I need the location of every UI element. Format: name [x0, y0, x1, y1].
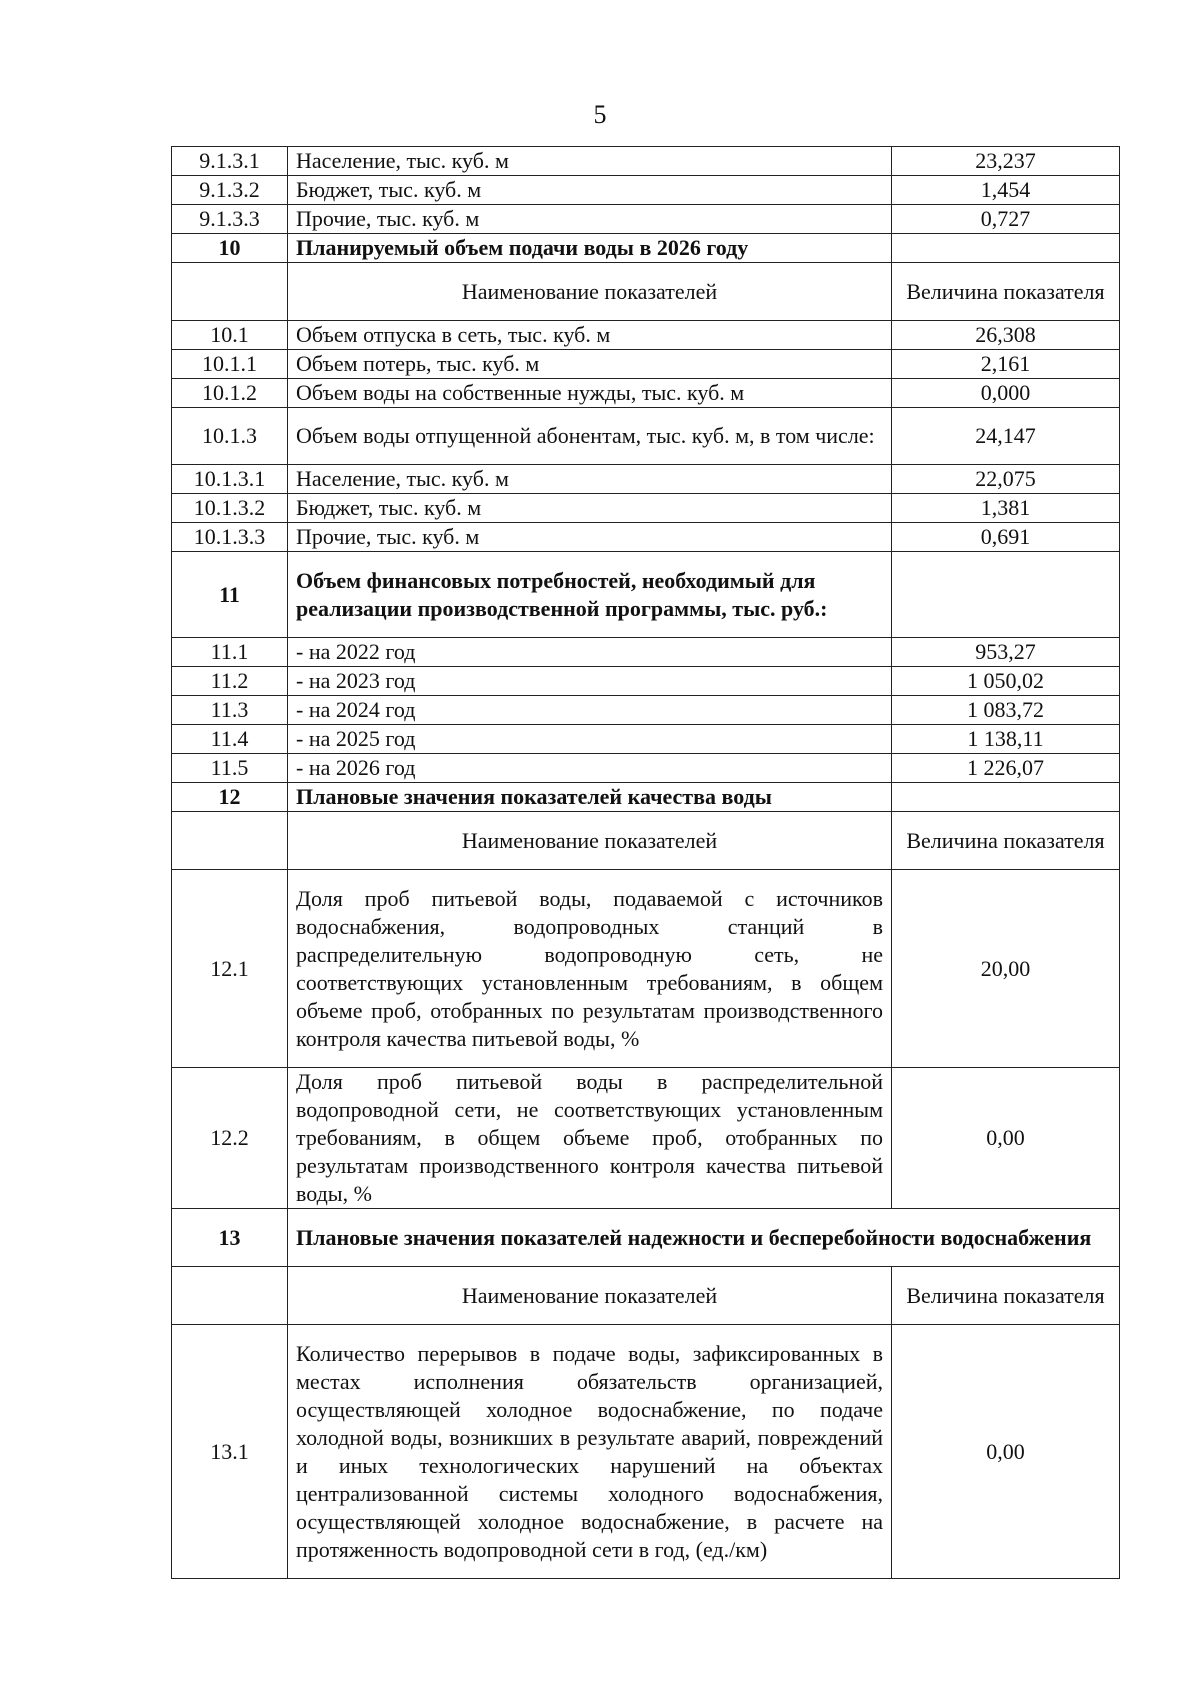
table-row — [172, 754, 1120, 783]
section-number: 13 — [172, 1209, 288, 1267]
section-title: Планируемый объем подачи воды в 2026 году — [288, 234, 892, 263]
row-value: 2,161 — [892, 350, 1120, 379]
row-number: 10.1.3.2 — [172, 494, 288, 523]
row-number: 10.1.3 — [172, 408, 288, 465]
empty-cell — [892, 234, 1120, 263]
section-number: 10 — [172, 234, 288, 263]
table-row — [172, 1068, 1120, 1209]
table-row — [172, 379, 1120, 408]
section-heading-row — [172, 552, 1120, 638]
row-text: - на 2025 год — [288, 725, 892, 754]
table-row — [172, 321, 1120, 350]
column-header-name: Наименование показателей — [288, 812, 892, 870]
row-value: 1,454 — [892, 176, 1120, 205]
row-number: 10.1.3.1 — [172, 465, 288, 494]
row-number: 12.2 — [172, 1068, 288, 1209]
section-heading-row — [172, 234, 1120, 263]
table-row — [172, 205, 1120, 234]
section-title: Объем финансовых потребностей, необходимый для реализации производственной программы, тыс. руб.: — [288, 552, 892, 638]
row-value: 26,308 — [892, 321, 1120, 350]
row-value: 1,381 — [892, 494, 1120, 523]
page-number: 5 — [593, 100, 607, 129]
row-text: Население, тыс. куб. м — [288, 465, 892, 494]
table-row — [172, 1325, 1120, 1579]
row-text: Объем воды отпущенной абонентам, тыс. куб. м, в том числе: — [288, 408, 892, 465]
section-title: Плановые значения показателей надежности и бесперебойности водоснабжения — [288, 1209, 1120, 1267]
row-text: - на 2023 год — [288, 667, 892, 696]
row-text: Бюджет, тыс. куб. м — [288, 494, 892, 523]
row-text: Прочие, тыс. куб. м — [288, 205, 892, 234]
indicators-table — [171, 146, 1120, 1579]
row-number: 12.1 — [172, 870, 288, 1068]
table-row — [172, 408, 1120, 465]
row-number: 10.1.3.3 — [172, 523, 288, 552]
row-value: 23,237 — [892, 147, 1120, 176]
row-text: - на 2026 год — [288, 754, 892, 783]
row-number: 10.1.2 — [172, 379, 288, 408]
section-title: Плановые значения показателей качества воды — [288, 783, 892, 812]
row-number: 11.1 — [172, 638, 288, 667]
row-text: Население, тыс. куб. м — [288, 147, 892, 176]
row-number: 9.1.3.1 — [172, 147, 288, 176]
column-header-row — [172, 812, 1120, 870]
row-value: 0,00 — [892, 1068, 1120, 1209]
column-header-value: Величина показателя — [892, 812, 1120, 870]
table-row — [172, 725, 1120, 754]
row-number: 9.1.3.3 — [172, 205, 288, 234]
table-row — [172, 523, 1120, 552]
row-text: Объем отпуска в сеть, тыс. куб. м — [288, 321, 892, 350]
empty-cell — [172, 263, 288, 321]
table-row — [172, 667, 1120, 696]
row-number: 13.1 — [172, 1325, 288, 1579]
row-value: 953,27 — [892, 638, 1120, 667]
empty-cell — [172, 1267, 288, 1325]
row-text: Объем воды на собственные нужды, тыс. куб. м — [288, 379, 892, 408]
table-row — [172, 465, 1120, 494]
row-number: 11.3 — [172, 696, 288, 725]
column-header-name: Наименование показателей — [288, 263, 892, 321]
row-text: Количество перерывов в подаче воды, зафиксированных в местах исполнения обязательств организацией, осуществляющей холодное водоснабжение, по подаче холодной воды, возникших в результате аварий, повреждений и иных технологических нарушений на объектах централизованной системы холодного водоснабжения, осуществляющей холодное водоснабжение, в расчете на протяженность водопроводной сети в год, (ед./км) — [288, 1325, 892, 1579]
row-number: 11.2 — [172, 667, 288, 696]
table-row — [172, 494, 1120, 523]
row-value: 22,075 — [892, 465, 1120, 494]
section-number: 12 — [172, 783, 288, 812]
row-value: 0,727 — [892, 205, 1120, 234]
row-text: Доля проб питьевой воды, подаваемой с источников водоснабжения, водопроводных станций в распределительную водопроводную сеть, не соответствующих установленным требованиям, в общем объеме проб, отобранных по результатам производственного контроля качества питьевой воды, % — [288, 870, 892, 1068]
row-text: Доля проб питьевой воды в распределительной водопроводной сети, не соответствующих установленным требованиям, в общем объеме проб, отобранных по результатам производственного контроля качества питьевой воды, % — [288, 1068, 892, 1209]
empty-cell — [892, 552, 1120, 638]
row-value: 0,00 — [892, 1325, 1120, 1579]
empty-cell — [892, 783, 1120, 812]
row-text: - на 2022 год — [288, 638, 892, 667]
section-number: 11 — [172, 552, 288, 638]
row-number: 11.4 — [172, 725, 288, 754]
table-row — [172, 350, 1120, 379]
row-text: Объем потерь, тыс. куб. м — [288, 350, 892, 379]
column-header-value: Величина показателя — [892, 1267, 1120, 1325]
row-value: 0,000 — [892, 379, 1120, 408]
column-header-row — [172, 1267, 1120, 1325]
table-row — [172, 696, 1120, 725]
row-value: 24,147 — [892, 408, 1120, 465]
row-number: 9.1.3.2 — [172, 176, 288, 205]
row-value: 0,691 — [892, 523, 1120, 552]
table-row — [172, 176, 1120, 205]
row-value: 1 050,02 — [892, 667, 1120, 696]
row-value: 1 083,72 — [892, 696, 1120, 725]
column-header-value: Величина показателя — [892, 263, 1120, 321]
row-text: - на 2024 год — [288, 696, 892, 725]
section-heading-row — [172, 783, 1120, 812]
column-header-row — [172, 263, 1120, 321]
row-number: 10.1 — [172, 321, 288, 350]
row-number: 11.5 — [172, 754, 288, 783]
row-value: 1 226,07 — [892, 754, 1120, 783]
table-row — [172, 638, 1120, 667]
section-heading-row — [172, 1209, 1120, 1267]
column-header-name: Наименование показателей — [288, 1267, 892, 1325]
row-value: 20,00 — [892, 870, 1120, 1068]
row-text: Прочие, тыс. куб. м — [288, 523, 892, 552]
row-text: Бюджет, тыс. куб. м — [288, 176, 892, 205]
table-row — [172, 870, 1120, 1068]
row-number: 10.1.1 — [172, 350, 288, 379]
table-row — [172, 147, 1120, 176]
row-value: 1 138,11 — [892, 725, 1120, 754]
empty-cell — [172, 812, 288, 870]
